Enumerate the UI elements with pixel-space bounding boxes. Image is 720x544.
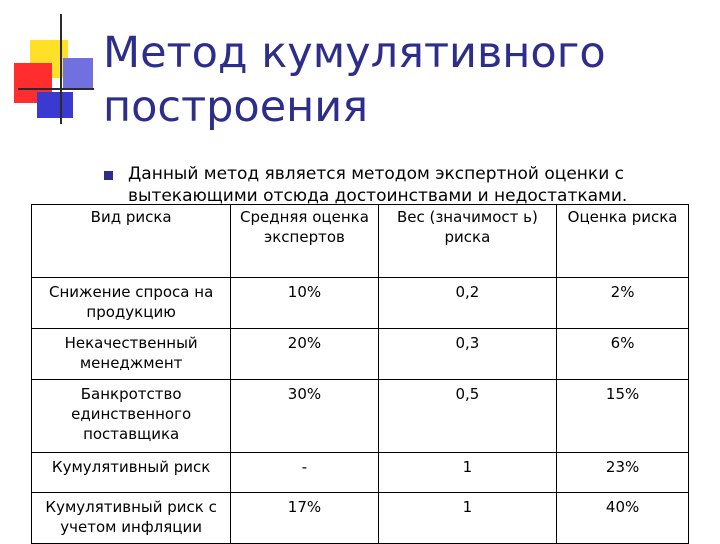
- cell-risk-type: Банкротство единственного поставщика: [32, 380, 231, 453]
- decor-vertical-line: [60, 14, 62, 124]
- header-risk-weight: Вес (значимост ь) риска: [378, 205, 557, 278]
- cell-expert-estimate: 30%: [231, 380, 378, 453]
- cell-risk-estimate: 23%: [557, 453, 689, 493]
- cell-risk-estimate: 15%: [557, 380, 689, 453]
- cell-weight: 0,5: [378, 380, 557, 453]
- decor-horizontal-line: [18, 88, 94, 90]
- table-row: [32, 493, 689, 544]
- cell-risk-estimate: 40%: [557, 493, 689, 544]
- cell-expert-estimate: -: [231, 453, 378, 493]
- cell-risk-type: Некачественный менеджмент: [32, 329, 231, 380]
- cell-risk-type: Кумулятивный риск с учетом инфляции: [32, 493, 231, 544]
- table-row: [32, 453, 689, 493]
- bullet-text: Данный метод является методом экспертной оценки с вытекающими отсюда достоинствами и недостатками.: [128, 164, 628, 206]
- decor-lightblue-square: [63, 58, 93, 88]
- table-row: [32, 278, 689, 329]
- cell-risk-estimate: 6%: [557, 329, 689, 380]
- cell-expert-estimate: 17%: [231, 493, 378, 544]
- bullet-square-icon: [104, 171, 113, 180]
- table-row: [32, 329, 689, 380]
- cell-weight: 0,3: [378, 329, 557, 380]
- risk-table: [31, 204, 689, 544]
- cell-risk-type: Кумулятивный риск: [32, 453, 231, 493]
- cell-weight: 1: [378, 453, 557, 493]
- cell-expert-estimate: 10%: [231, 278, 378, 329]
- header-risk-type: Вид риска: [32, 205, 231, 278]
- cell-weight: 1: [378, 493, 557, 544]
- table-header-row: [32, 205, 689, 278]
- header-expert-estimate: Средняя оценка экспертов: [231, 205, 378, 278]
- slide-title: Метод кумулятивного построения: [103, 28, 606, 132]
- table-row: [32, 380, 689, 453]
- header-risk-estimate: Оценка риска: [557, 205, 689, 278]
- cell-expert-estimate: 20%: [231, 329, 378, 380]
- cell-risk-type: Снижение спроса на продукцию: [32, 278, 231, 329]
- decor-blue-square: [37, 92, 73, 118]
- cell-weight: 0,2: [378, 278, 557, 329]
- cell-risk-estimate: 2%: [557, 278, 689, 329]
